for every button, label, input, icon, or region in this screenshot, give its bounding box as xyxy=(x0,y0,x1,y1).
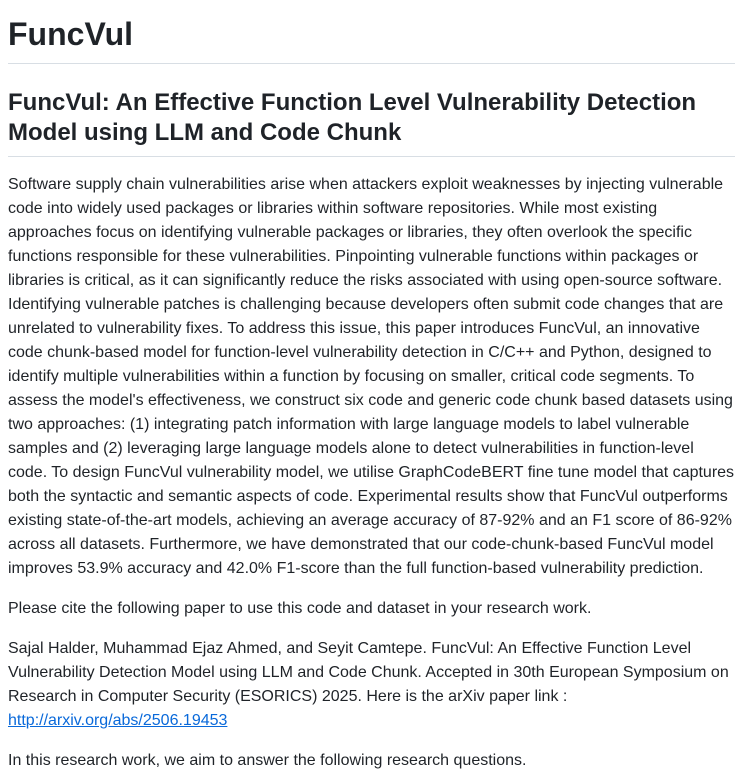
abstract-paragraph: Software supply chain vulnerabilities arise when attackers exploit weaknesses by injecting vulnerable code into widely used packages or libraries within software repositories. While most existing approaches focus on identifying vulnerable packages or libraries, they often overlook the specific functions responsible for these vulnerabilities. Pinpointing vulnerable functions within packages or libraries is critical, as it can significantly reduce the risks associated with using open-source software. Identifying vulnerable patches is challenging because developers often submit code changes that are unrelated to vulnerability fixes. To address this issue, this paper introduces FuncVul, an innovative code chunk-based model for function-level vulnerability detection in C/C++ and Python, designed to identify multiple vulnerabilities within a function by focusing on smaller, critical code segments. To assess the model's effectiveness, we construct six code and generic code chunk based datasets using two approaches: (1) integrating patch information with large language models to label vulnerable samples and (2) leveraging large language models alone to detect vulnerabilities in function-level code. To design FuncVul vulnerability model, we utilise GraphCodeBERT fine tune model that captures both the syntactic and semantic aspects of code. Experimental results show that FuncVul outperforms existing state-of-the-art models, achieving an average accuracy of 87-92% and an F1 score of 86-92% across all datasets. Furthermore, we have demonstrated that our code-chunk-based FuncVul model improves 53.9% accuracy and 42.0% F1-score than the full function-based vulnerability prediction. xyxy=(8,176,735,577)
research-intro: In this research work, we aim to answer the following research questions. xyxy=(8,752,527,769)
citation-text: Sajal Halder, Muhammad Ejaz Ahmed, and Seyit Camtepe. FuncVul: An Effective Function Level Vulnerability Detection Model using LLM and Code Chunk. Accepted in 30th European Symposium on Research in Computer Security (ESORICS) 2025. Here is the arXiv paper link : xyxy=(8,640,729,705)
arxiv-link[interactable]: http://arxiv.org/abs/2506.19453 xyxy=(8,712,228,729)
paper-heading: FuncVul: An Effective Function Level Vulnerability Detection Model using LLM and Code Chunk xyxy=(8,88,735,157)
citation-paragraph xyxy=(8,637,735,733)
cite-prompt: Please cite the following paper to use this code and dataset in your research work. xyxy=(8,600,592,617)
page-title: FuncVul xyxy=(8,14,735,64)
readme-content xyxy=(0,14,743,773)
